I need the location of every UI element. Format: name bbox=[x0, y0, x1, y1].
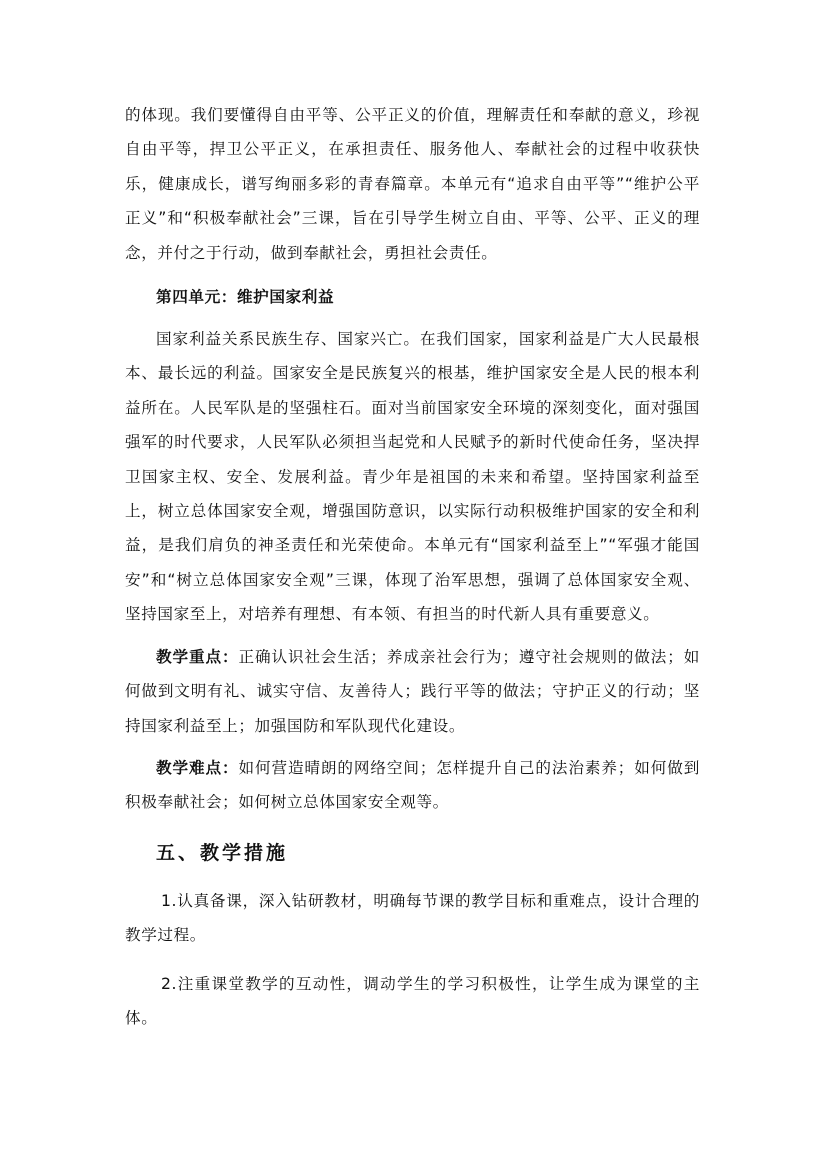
document-page bbox=[125, 98, 700, 1035]
key-points-text: 正确认识社会生活；养成亲社会行为；遵守社会规则的做法；如何做到文明有礼、诚实守信、友善待人；践行平等的做法；守护正义的行动；坚持国家利益至上；加强国防和军队现代化建设。 bbox=[125, 647, 700, 735]
paragraph-unit4-body: 国家利益关系民族生存、国家兴亡。在我们国家，国家利益是广大人民最根本、最长远的利益。国家安全是民族复兴的根基，维护国家安全是人民的根本利益所在。人民军队是的坚强柱石。面对当前国家安全环境的深刻变化，面对强国强军的时代要求，人民军队必须担当起党和人民赋予的新时代使命任务，坚决捍卫国家主权、安全、发展利益。青少年是祖国的未来和希望。坚持国家利益至上，树立总体国家安全观，增强国防意识，以实际行动积极维护国家的安全和利益，是我们肩负的神圣责任和光荣使命。本单元有“国家利益至上”“军强才能国安”和“树立总体国家安全观”三课，体现了治军思想，强调了总体国家安全观、坚持国家至上，对培养有理想、有本领、有担当的时代新人具有重要意义。 bbox=[125, 330, 700, 624]
measure-item-1: 1.认真备课，深入钻研教材，明确每节课的教学目标和重难点，设计合理的教学过程。 bbox=[125, 891, 700, 945]
paragraph-unit3-continuation: 的体现。我们要懂得自由平等、公平正义的价值，理解责任和奉献的意义，珍视自由平等，捍卫公平正义，在承担责任、服务他人、奉献社会的过程中收获快乐，健康成长，谱写绚丽多彩的青春篇章。本单元有“追求自由平等”“维护公平正义”和“积极奉献社会”三课，旨在引导学生树立自由、平等、公平、正义的理念，并付之于行动，做到奉献社会，勇担社会责任。 bbox=[125, 106, 700, 262]
section-5-title: 五、教学措施 bbox=[156, 841, 289, 864]
teaching-key-points bbox=[125, 640, 700, 743]
difficult-points-text: 如何营造晴朗的网络空间；怎样提升自己的法治素养；如何做到积极奉献社会；如何树立总体国家安全观等。 bbox=[125, 758, 700, 812]
unit4-heading: 第四单元：维护国家利益 bbox=[156, 288, 335, 307]
teaching-difficult-points bbox=[125, 751, 700, 820]
measure-item-2: 2.注重课堂教学的互动性，调动学生的学习积极性，让学生成为课堂的主体。 bbox=[125, 974, 700, 1027]
key-points-label: 教学重点： bbox=[156, 647, 239, 666]
difficult-points-label: 教学难点： bbox=[156, 758, 239, 777]
